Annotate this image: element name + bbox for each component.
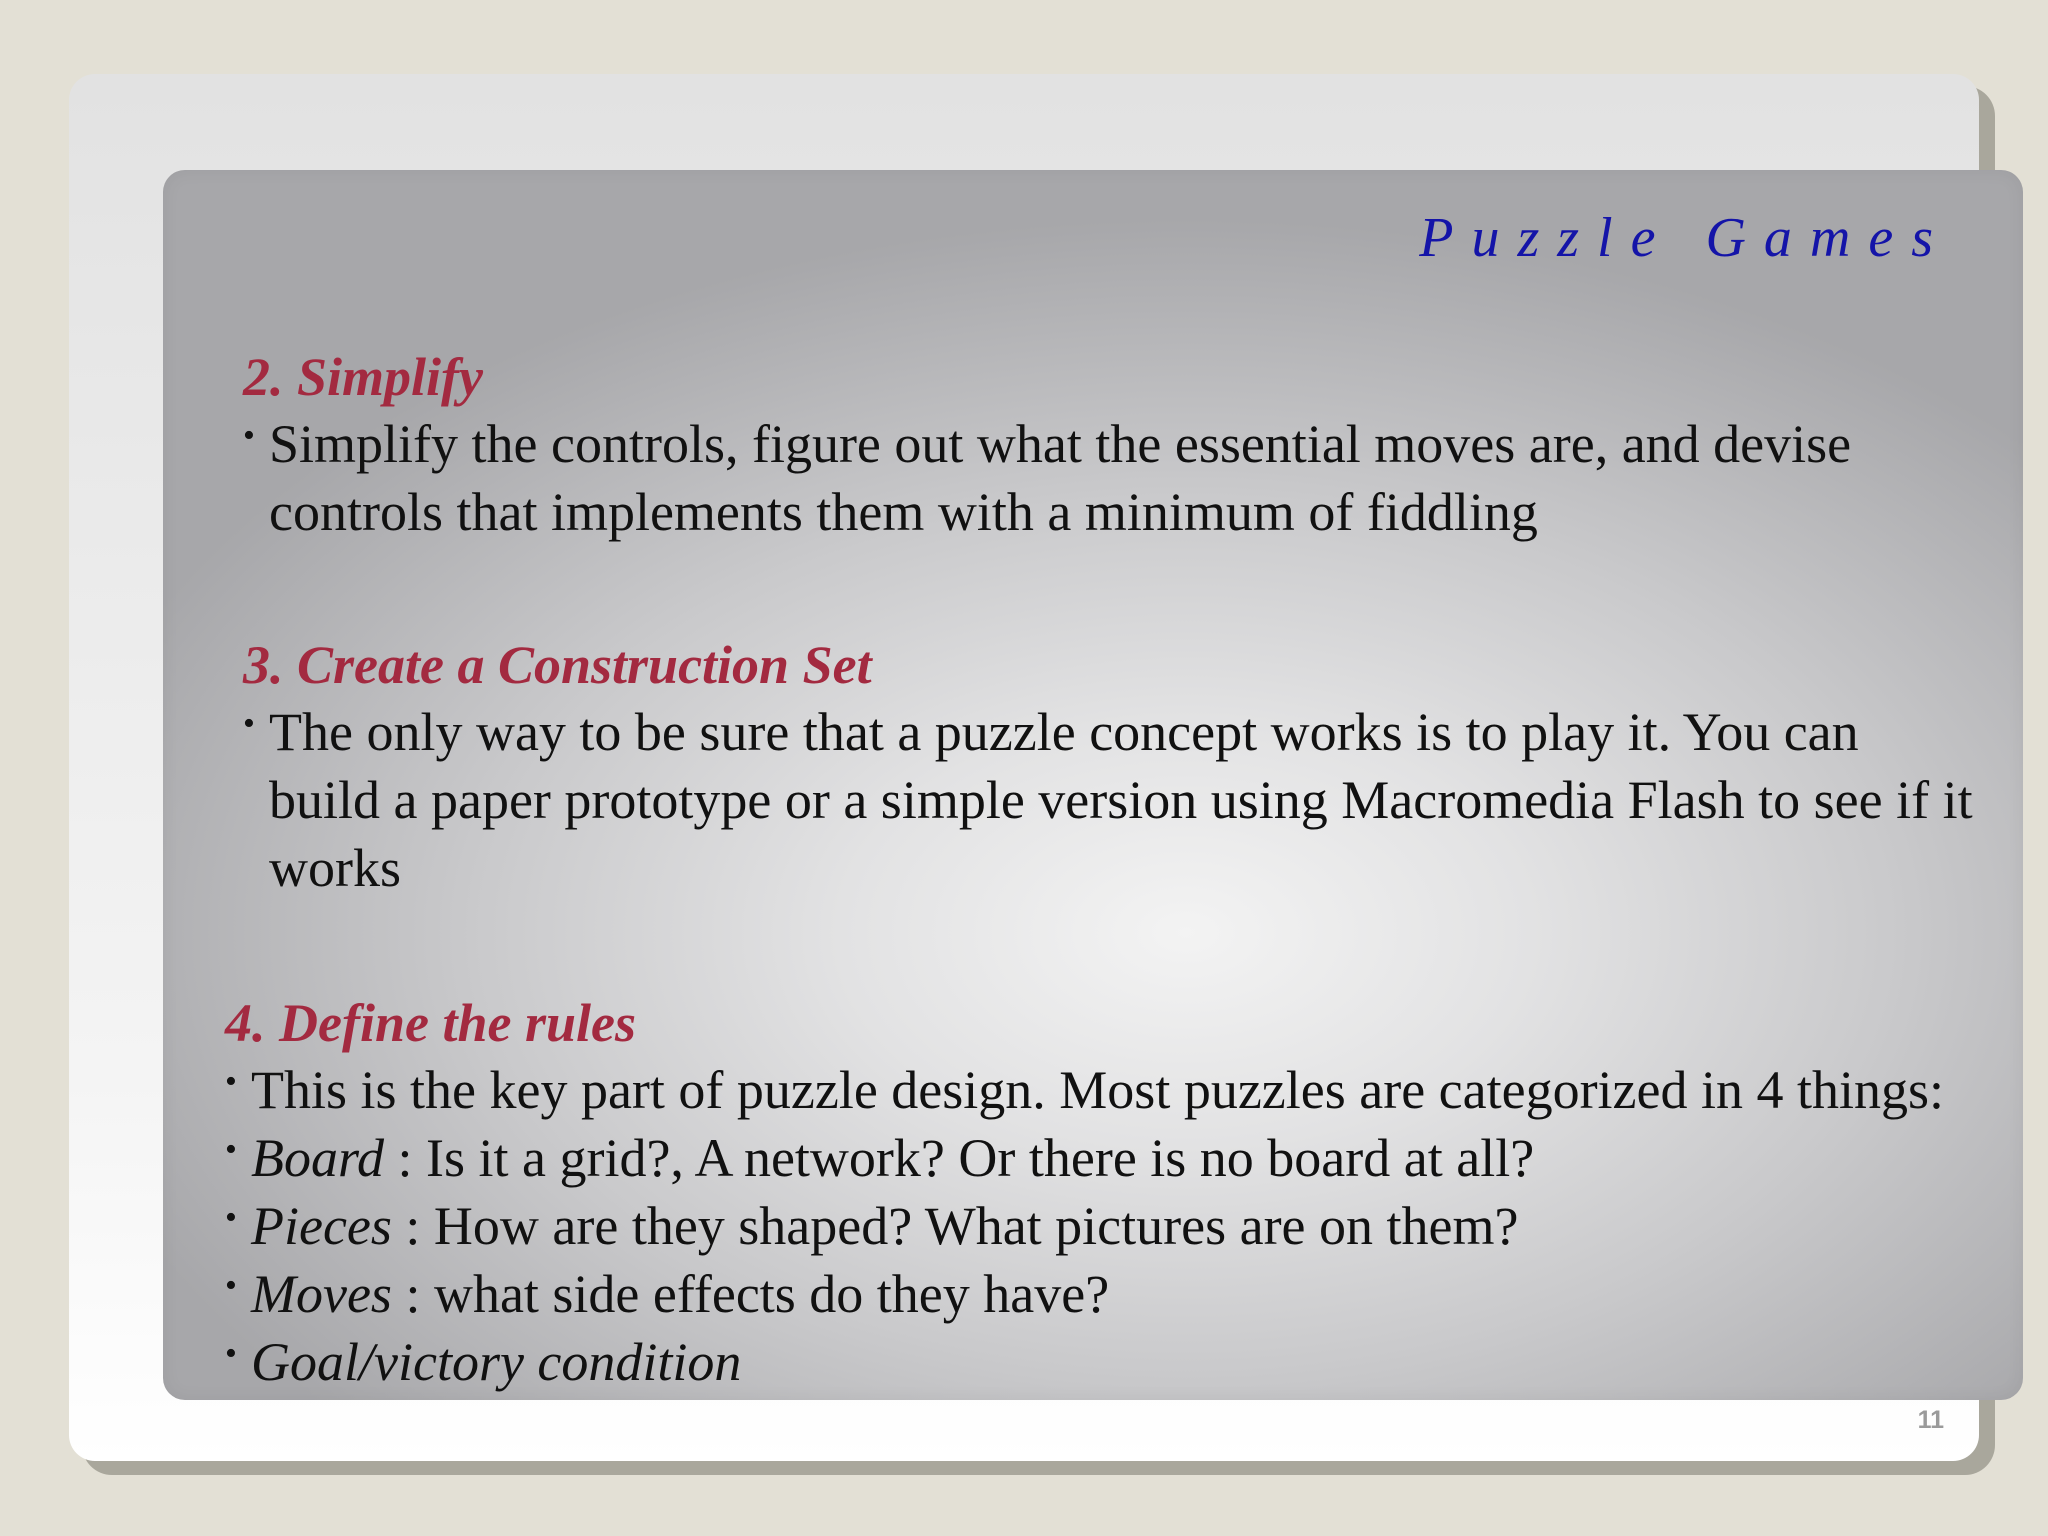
section-heading-simplify: 2. Simplify [243, 347, 483, 407]
bullet-item-goal [225, 1328, 2025, 1396]
slide-frame [69, 74, 1979, 1461]
bullet-text: This is the key part of puzzle design. Most puzzles are categorized in 4 things: [251, 1060, 1945, 1120]
bullet-icon: • [225, 1063, 237, 1100]
bullet-item [243, 410, 1983, 546]
section-construction-set [243, 632, 1983, 902]
bullet-icon: • [225, 1335, 237, 1372]
bullet-icon: • [225, 1199, 237, 1236]
section-simplify [243, 344, 1983, 546]
slide-title: Puzzle Games [1419, 207, 1951, 269]
section-heading-construction-set: 3. Create a Construction Set [243, 635, 872, 695]
content-panel [163, 170, 2023, 1400]
bullet-icon: • [225, 1267, 237, 1304]
bullet-icon: • [243, 705, 255, 742]
section-heading-define-rules: 4. Define the rules [225, 993, 636, 1053]
page-number: 11 [1917, 1406, 1944, 1434]
bullet-text: : How are they shaped? What pictures are on them? [391, 1196, 1519, 1256]
bullet-term: Board [251, 1128, 384, 1188]
bullet-text: Simplify the controls, figure out what the essential moves are, and devise controls that implements them with a minimum of fiddling [269, 414, 1852, 542]
bullet-item [243, 698, 1983, 902]
section-define-rules [225, 990, 2025, 1396]
bullet-item-moves [225, 1260, 2025, 1328]
bullet-term: Moves [251, 1264, 392, 1324]
bullet-item [225, 1056, 2025, 1124]
bullet-text: The only way to be sure that a puzzle concept works is to play it. You can build a paper prototype or a simple version using Macromedia Flash to see if it works [269, 702, 1973, 898]
bullet-item-pieces [225, 1192, 2025, 1260]
bullet-text: : what side effects do they have? [391, 1264, 1110, 1324]
bullet-term: Pieces [251, 1196, 392, 1256]
bullet-text: : Is it a grid?, A network? Or there is no board at all? [384, 1128, 1535, 1188]
bullet-item-board [225, 1124, 2025, 1192]
bullet-icon: • [225, 1131, 237, 1168]
bullet-term: Goal/victory condition [251, 1332, 742, 1392]
bullet-icon: • [243, 417, 255, 454]
